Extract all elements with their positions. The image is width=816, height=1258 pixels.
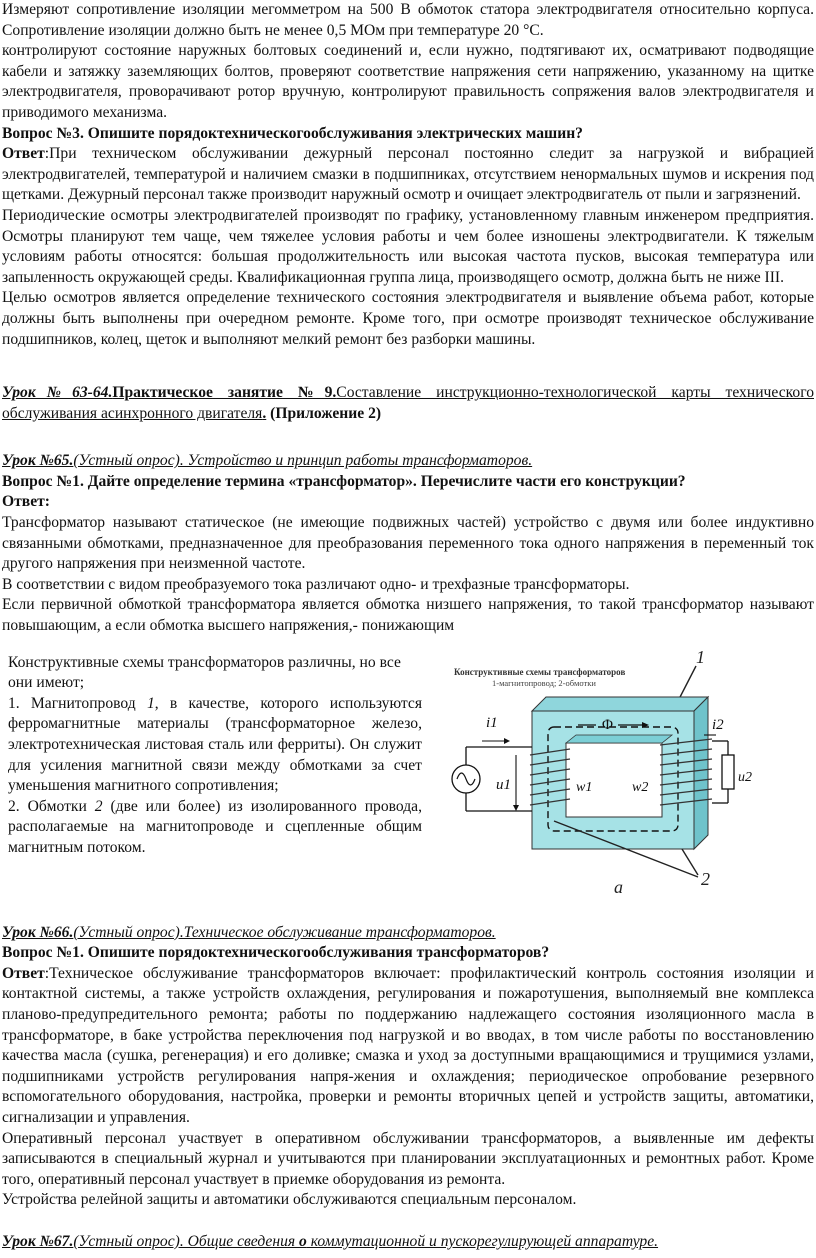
window-inner-top xyxy=(566,735,672,743)
load-resistor-icon xyxy=(722,755,734,789)
figure-label-a: а xyxy=(614,876,623,897)
lesson63-topic: Составление инструкционно-технологической карты технического обслуживания асинхронного двигателя xyxy=(2,384,814,422)
figure-row xyxy=(2,643,814,903)
transformer-diagram xyxy=(446,643,752,903)
core-side-face xyxy=(694,697,708,849)
list-item-1 xyxy=(8,694,422,797)
list-item-2-b: (две или более) из изолированного провода, располагаемые на магнитопроводе и сцепленные общим магнитным потоком. xyxy=(8,797,423,856)
lesson67-topic-b: коммутационной и пускорегулирующей аппаратуре. xyxy=(306,1232,659,1250)
u1-label: u1 xyxy=(496,776,511,793)
intro-paragraph-2: контролируют состояние наружных болтовых соединений и, если нужно, подтягивают их, осматривают подводящие кабели и затяжку заземляющих болтов, проверяют соответствие напряжения сети напряжению, указанному на щитке электродвигателя, проворачивают ротор вручную, контролируют правильность сопряжения валов электродвигателя и приводимого механизма. xyxy=(2,42,814,121)
i1-arrowhead xyxy=(504,738,510,744)
list-intro: Конструктивные схемы трансформаторов различны, но все они имеют; xyxy=(8,653,401,692)
w1-label: w1 xyxy=(576,779,593,795)
list-item-2-a: 2. Обмотки xyxy=(8,797,95,815)
list-item-2-num: 2 xyxy=(94,797,103,815)
lesson63-num: Урок№63-64. xyxy=(2,384,113,402)
lesson63-heading xyxy=(2,383,814,424)
lesson66-num: Урок №66. xyxy=(2,923,74,941)
core-top-face xyxy=(532,697,708,711)
lesson63-appendix: (Приложение 2) xyxy=(266,404,382,422)
q3-answer xyxy=(2,144,814,206)
lesson65-heading xyxy=(2,451,814,472)
figure-label-1: 1 xyxy=(696,646,705,667)
figure-subtitle: 1-магнитопровод; 2-обмотки xyxy=(492,677,596,688)
intro-paragraph-1: Измеряют сопротивление изоляции мегомметром на 500 В обмоток статора электродвигателя относительно корпуса. Сопротивление изоляции должно быть не менее 0,5 МОм при температуре 20 °С. xyxy=(2,1,814,39)
lesson67-topic-o: о xyxy=(299,1232,307,1250)
label-1-pointer xyxy=(678,666,696,701)
figure-label-2: 2 xyxy=(701,868,710,889)
lesson66-paragraph-3: Устройства релейной защиты и автоматики обслуживаются специальным персоналом. xyxy=(2,1191,577,1209)
lesson66-topic: (Устный опрос).Техническое обслуживание трансформаторов. xyxy=(73,923,496,941)
u1-arrowhead xyxy=(513,805,519,811)
lesson66-heading xyxy=(2,923,814,944)
lesson66-q1: Вопрос №1. Опишите порядоктехническогообслуживания трансформаторов? xyxy=(2,944,550,962)
lesson63-practical: Практическое занятие №9. xyxy=(112,384,337,402)
list-item-1-num: 1 xyxy=(146,694,155,712)
lesson65-answer-label: Ответ: xyxy=(2,493,50,511)
q3-paragraph-2: Периодические осмотры электродвигателей производят по графику, установленному главным инженером предприятия. Осмотры планируют тем чаще, чем тяжелее условия работы и чем более изношены электродвигатели. К тяжелым условиям работы относятся: большая продолжительность или высокая частота пусков, высокая температура или запыленность окружающей среды. Квалификационная группа лица, производящего осмотр, должна быть не ниже III. xyxy=(2,206,814,286)
lesson65-num: Урок №65. xyxy=(2,452,74,470)
q3-paragraph-3: Целью осмотров является определение технического состояния электродвигателя и выявление объема работ, которые должны быть выполнены при очередном ремонте. Кроме того, при осмотре производят техническое обслуживание подшипников, колец, щеток и выполняют мелкий ремонт без разборки машины. xyxy=(2,289,814,348)
w2-label: w2 xyxy=(632,779,649,795)
list-item-1-b: , в качестве, которого используются ферромагнитные материалы (трансформаторное железо, электротехническая листовая сталь или ферриты). Он служит для усиления магнитной связи между обмотками за счет уменьшения магнитного сопротивления; xyxy=(8,694,423,795)
construction-list xyxy=(8,653,422,859)
lesson65-topic: (Устный опрос). Устройство и принцип работы трансформаторов. xyxy=(73,452,533,470)
lesson65-paragraph-3: Если первичной обмоткой трансформатора является обмотка низшего напряжения, то такой трансформатор называют повышающим, а если обмотка высшего напряжения,- понижающим xyxy=(2,596,814,635)
q3-title: Вопрос №3. Опишите порядоктехническогообслуживания электрических машин? xyxy=(2,124,583,142)
lesson63-dot: . xyxy=(262,404,267,422)
i2-label: i2 xyxy=(712,716,724,733)
lesson66-paragraph-2: Оперативный персонал участвует в оперативном обслуживании трансформаторов, а выявленные им дефекты записываются в специальный журнал и учитываются при планировании эксплуатационных и ремонтных работ. Кроме того, оперативный персонал участвует в приемке оборудования из ремонта. xyxy=(2,1129,814,1188)
list-item-1-a: 1. Магнитопровод xyxy=(8,694,147,712)
lesson67-num: Урок №67. xyxy=(2,1232,74,1250)
q3-answer-label: Ответ xyxy=(2,145,45,163)
list-item-2 xyxy=(8,797,422,859)
lesson66-answer xyxy=(2,964,814,1129)
lesson67-heading xyxy=(2,1232,814,1253)
u2-label: u2 xyxy=(738,769,752,785)
lesson66-answer-label: Ответ xyxy=(2,964,45,982)
i1-label: i1 xyxy=(486,714,498,731)
lesson65-paragraph-2: В соответствии с видом преобразуемого тока различают одно- и трехфазные трансформаторы. xyxy=(2,575,630,593)
lesson66-answer-text: :Техническое обслуживание трансформаторов включает: профилактический контроль состояния изоляции и контактной системы, а также устройств охлаждения, регулирования и пожаротушения, выполняемый вне комплекса планово-предупредительного ремонта; работы по поддержанию надлежащего состояния изоляционного масла в трансформаторе, в баке устройства переключения под нагрузкой и во вводах, в том числе работы по восстановлению качества масла (сушка, регенерация) и его доливке; смазка и уход за доступными вращающимися и трущимися узлами, подшипниками устройств регулирования напря-жения и охлаждения; периодическое опробование резервного вспомогательного оборудования, настройка, проверки и ремонты вторичных цепей и устройств защиты, автоматики, сигнализации и управления. xyxy=(2,964,814,1126)
figure-title: Конструктивные схемы трансформаторов xyxy=(454,666,626,677)
flux-label: Φ xyxy=(602,716,613,733)
lesson65-q1: Вопрос №1. Дайте определение термина «трансформатор». Перечислите части его конструкции? xyxy=(2,472,686,490)
lesson67-topic-a: (Устный опрос). Общие сведения xyxy=(73,1232,300,1250)
q3-answer-text: :При техническом обслуживании дежурный персонал постоянно следит за нагрузкой и вибрацией электродвигателей, температурой и наличием смазки в подшипниках, отсутствием ненормальных шумов и искрения под щетками. Дежурный персонал также производит наружный осмотр и очищает электродвигатель от пыли и загрязнений. xyxy=(2,145,814,204)
lesson65-paragraph-1: Трансформатор называют статическое (не имеющие подвижных частей) устройство с двумя или более индуктивно связанными обмотками, предназначенное для преобразования переменного тока одного напряжения в переменный ток другого напряжения при неизменной частоте. xyxy=(2,514,814,573)
